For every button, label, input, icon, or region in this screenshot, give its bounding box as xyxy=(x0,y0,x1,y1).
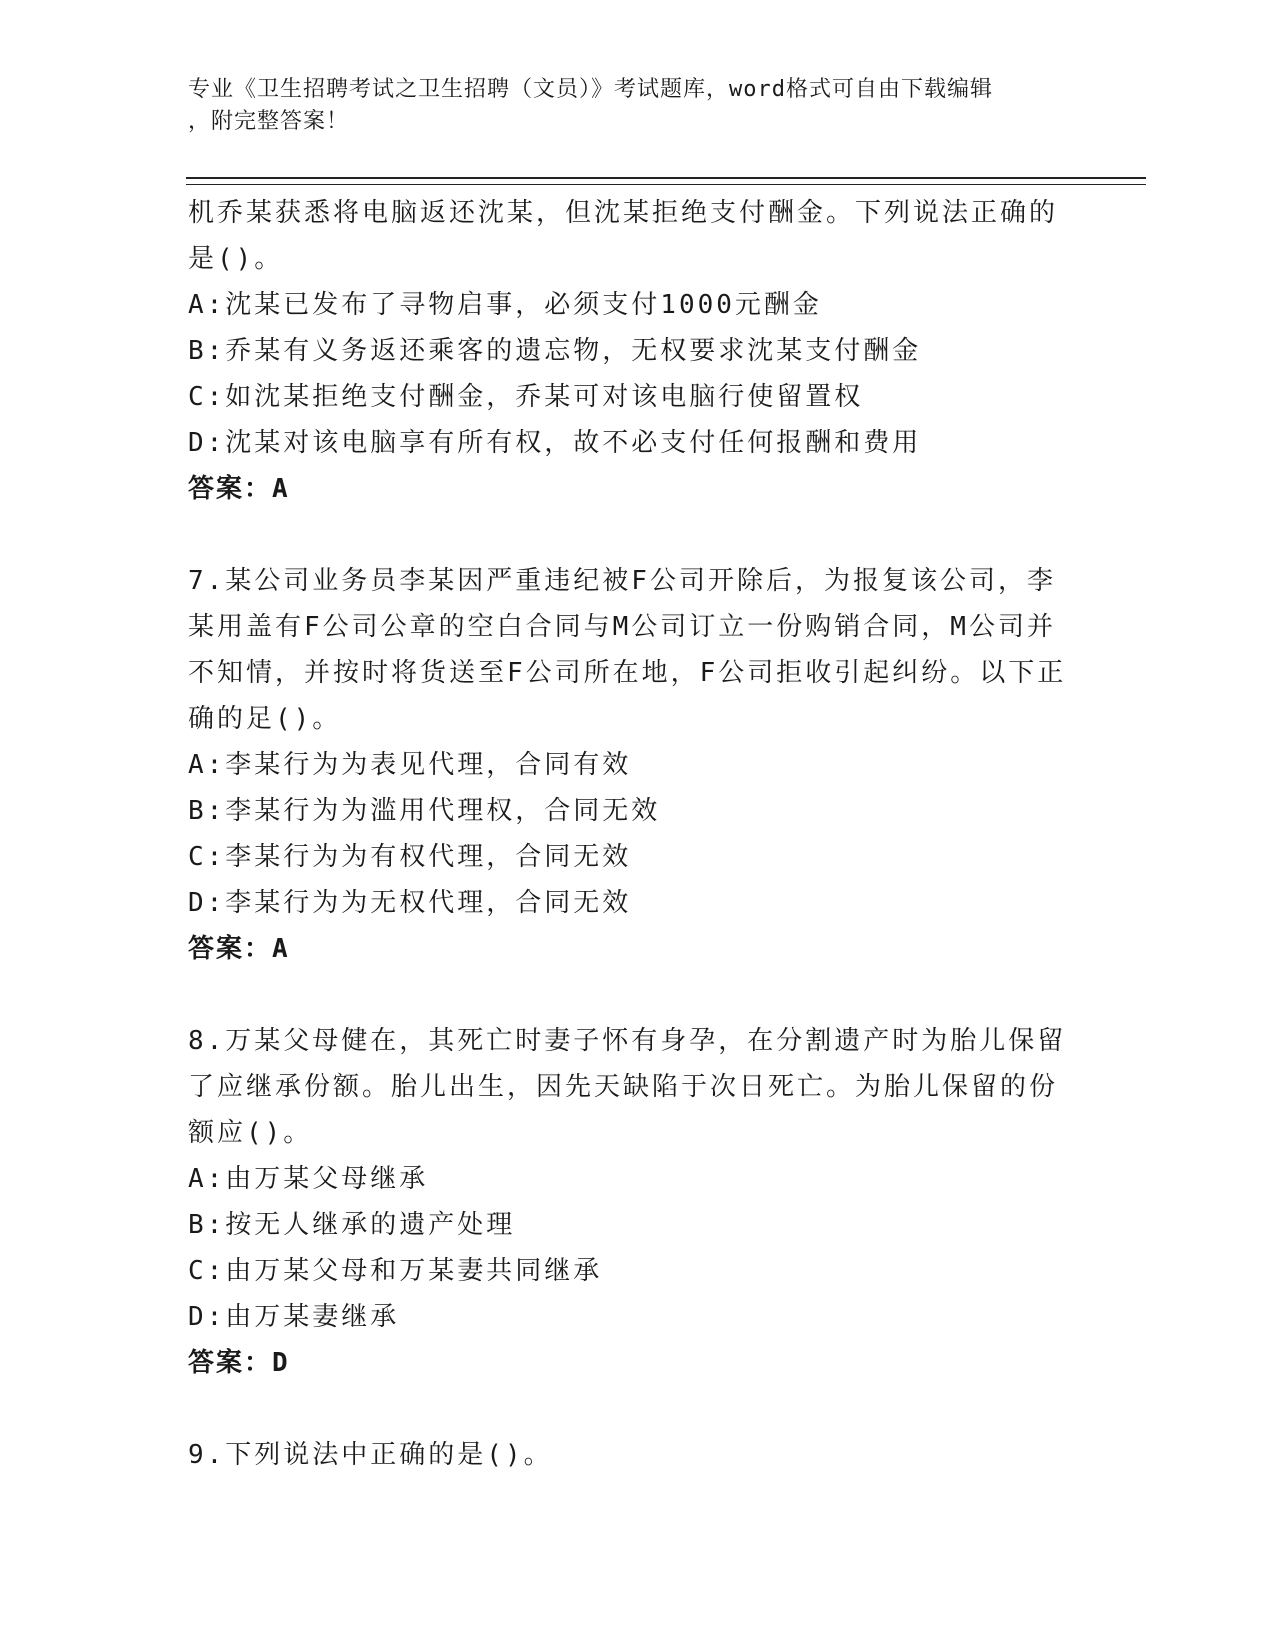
question-9 xyxy=(188,1432,1088,1478)
header-line-1: 专业《卫生招聘考试之卫生招聘（文员）》考试题库，word格式可自由下载编辑 xyxy=(188,77,993,102)
header-rule-thick xyxy=(186,177,1146,179)
question-stem-line: 不知情，并按时将货送至F公司所在地，F公司拒收引起纠纷。以下正 xyxy=(188,658,1067,688)
option-d: D:沈某对该电脑享有所有权，故不必支付任何报酬和费用 xyxy=(188,428,922,458)
option-b: B:乔某有义务返还乘客的遗忘物，无权要求沈某支付酬金 xyxy=(188,336,922,366)
option-d: D:由万某妻继承 xyxy=(188,1302,400,1332)
question-8 xyxy=(188,1018,1088,1386)
answer: 答案：D xyxy=(188,1348,290,1378)
spacer xyxy=(188,1386,1088,1432)
spacer xyxy=(188,972,1088,1018)
question-stem-line: 确的足()。 xyxy=(188,704,342,734)
option-a: A:沈某已发布了寻物启事，必须支付1000元酬金 xyxy=(188,290,822,320)
question-6 xyxy=(188,190,1088,512)
spacer xyxy=(188,512,1088,558)
answer: 答案：A xyxy=(188,934,290,964)
question-stem-line: 了应继承份额。胎儿出生，因先天缺陷于次日死亡。为胎儿保留的份 xyxy=(188,1072,1059,1102)
document-header xyxy=(188,74,1088,138)
answer: 答案：A xyxy=(188,474,290,504)
question-stem-line: 是()。 xyxy=(188,244,284,274)
header-rule-thin xyxy=(186,184,1146,185)
option-c: C:由万某父母和万某妻共同继承 xyxy=(188,1256,603,1286)
question-stem-line: 机乔某获悉将电脑返还沈某，但沈某拒绝支付酬金。下列说法正确的 xyxy=(188,198,1059,228)
question-stem-line: 8.万某父母健在，其死亡时妻子怀有身孕，在分割遗产时为胎儿保留 xyxy=(188,1026,1067,1056)
header-line-2: ，附完整答案！ xyxy=(188,109,350,134)
option-c: C:如沈某拒绝支付酬金，乔某可对该电脑行使留置权 xyxy=(188,382,864,412)
question-stem-line: 额应()。 xyxy=(188,1118,313,1148)
question-7 xyxy=(188,558,1088,972)
option-b: B:李某行为为滥用代理权，合同无效 xyxy=(188,796,661,826)
question-stem-line: 7.某公司业务员李某因严重违纪被F公司开除后，为报复该公司，李 xyxy=(188,566,1056,596)
option-c: C:李某行为为有权代理，合同无效 xyxy=(188,842,632,872)
option-b: B:按无人继承的遗产处理 xyxy=(188,1210,516,1240)
question-stem-line: 某用盖有F公司公章的空白合同与M公司订立一份购销合同，M公司并 xyxy=(188,612,1056,642)
option-a: A:李某行为为表见代理，合同有效 xyxy=(188,750,632,780)
question-list xyxy=(188,190,1088,1478)
option-a: A:由万某父母继承 xyxy=(188,1164,429,1194)
question-stem-line: 9.下列说法中正确的是()。 xyxy=(188,1440,553,1470)
option-d: D:李某行为为无权代理，合同无效 xyxy=(188,888,632,918)
